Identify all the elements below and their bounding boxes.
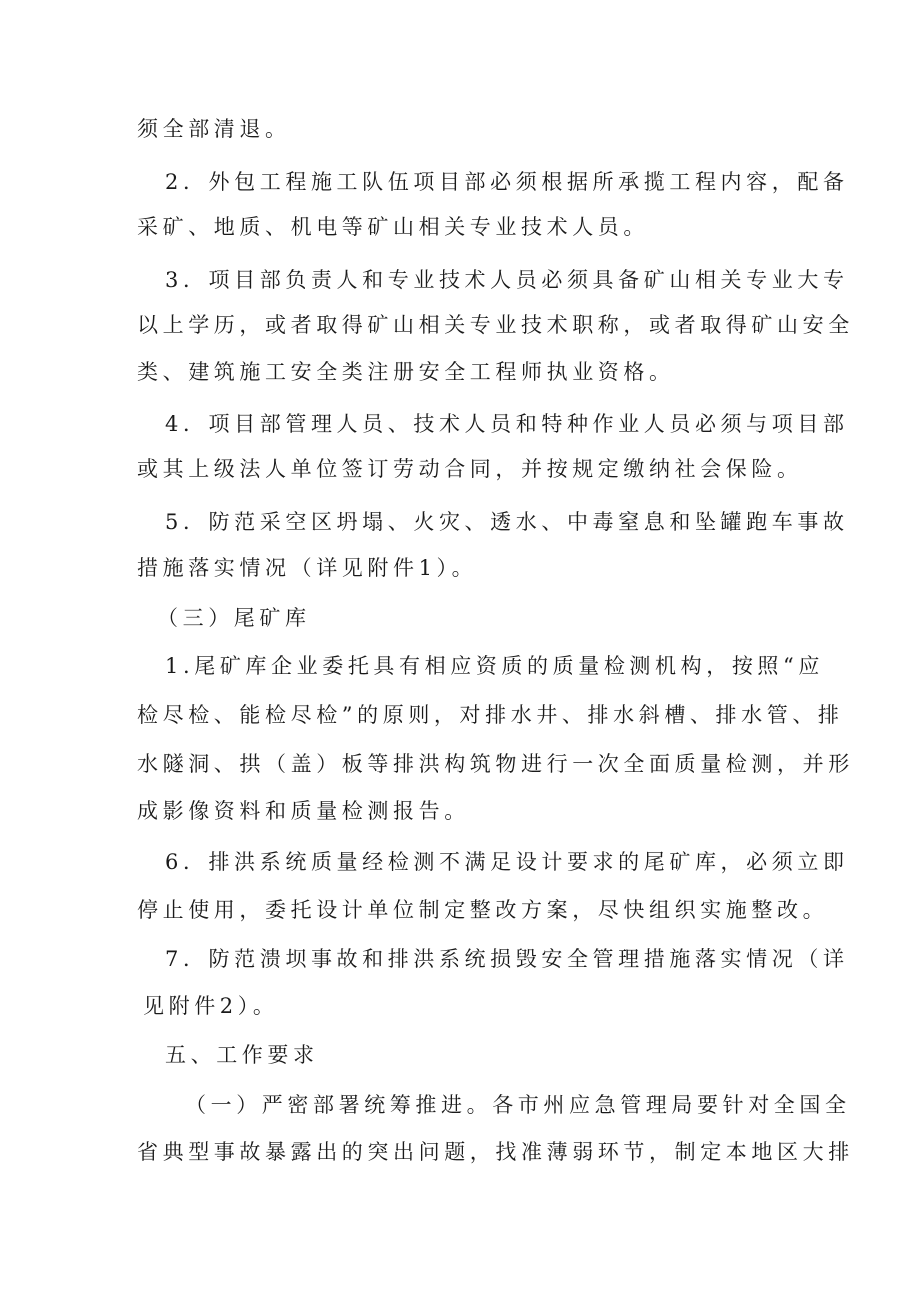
text-line: 停止使用，委托设计单位制定整改方案，尽快组织实施整改。 (137, 898, 829, 922)
text-line: 4．项目部管理人员、技术人员和特种作业人员必须与项目部 (165, 412, 849, 436)
text-line: 6．排洪系统质量经检测不满足设计要求的尾矿库，必须立即 (165, 850, 849, 874)
text-line: 5．防范采空区坍塌、火灾、透水、中毒窒息和坠罐跑车事故 (165, 510, 849, 534)
text-line: 省典型事故暴露出的突出问题，找准薄弱环节，制定本地区大排 (137, 1140, 854, 1164)
text-line: 以上学历，或者取得矿山相关专业技术职称，或者取得矿山安全 (137, 313, 854, 337)
text-line: 类、建筑施工安全类注册安全工程师执业资格。 (137, 360, 675, 384)
text-line: 采矿、地质、机电等矿山相关专业技术人员。 (137, 215, 649, 239)
text-line: 1.尾矿库企业委托具有相应资质的质量检测机构，按照“应 (165, 654, 824, 678)
text-line: 水隧洞、拱（盖）板等排洪构筑物进行一次全面质量检测，并形 (137, 752, 854, 776)
text-line: 措施落实情况（详见附件1）。 (137, 556, 478, 580)
section-heading: （三）尾矿库 (157, 606, 311, 630)
text-line: 成影像资料和质量检测报告。 (137, 799, 470, 823)
text-line: 见附件2）。 (143, 994, 279, 1018)
text-line: 3．项目部负责人和专业技术人员必须具备矿山相关专业大专 (165, 268, 849, 292)
text-line: 2．外包工程施工队伍项目部必须根据所承揽工程内容，配备 (165, 170, 849, 194)
text-line: （一）严密部署统筹推进。各市州应急管理局要针对全国全 (185, 1093, 851, 1117)
text-line: 7．防范溃坝事故和排洪系统损毁安全管理措施落实情况（详 (165, 947, 849, 971)
text-line: 须全部清退。 (137, 117, 291, 141)
text-line: 或其上级法人单位签订劳动合同，并按规定缴纳社会保险。 (137, 457, 803, 481)
text-line: 检尽检、能检尽检”的原则，对排水井、排水斜槽、排水管、排 (137, 703, 844, 727)
section-heading: 五、工作要求 (165, 1043, 319, 1067)
